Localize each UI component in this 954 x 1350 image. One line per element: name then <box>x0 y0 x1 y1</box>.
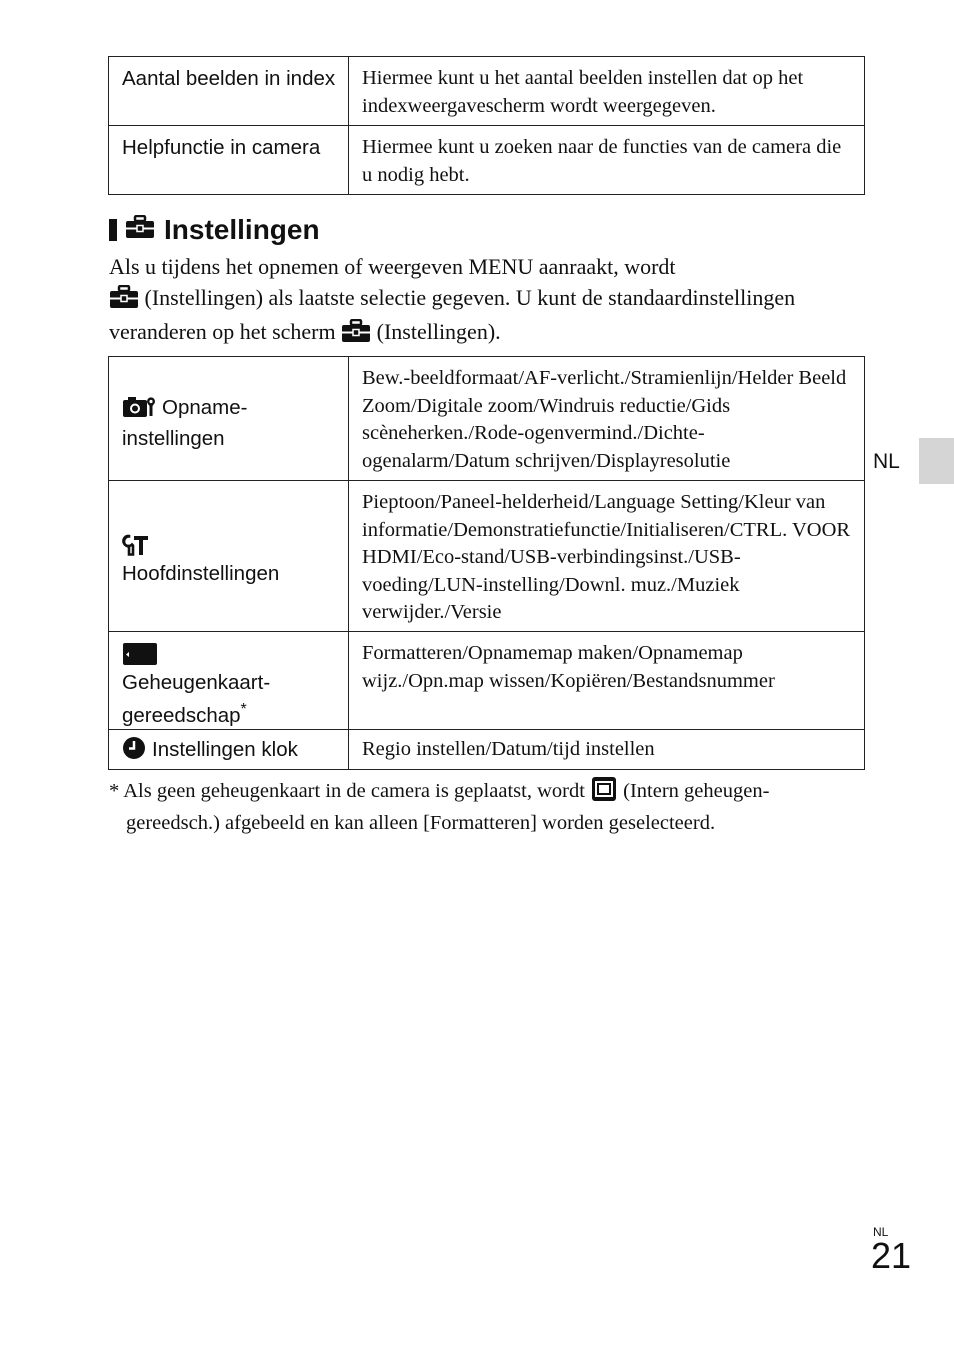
row-label-cell <box>109 632 349 730</box>
settings-table <box>108 356 865 770</box>
row-description: Pieptoon/Paneel-helderheid/Language Setting/Kleur van informatie/Demonstratiefunctie/Initialiseren/CTRL. VOOR HDMI/Eco-stand/USB-verbindingsinst./USB-voeding/LUN-instelling/Downl. muz./Muziek verwijder./Versie <box>349 481 865 632</box>
side-language-label: NL <box>873 450 900 473</box>
table-row <box>109 632 865 730</box>
intro-text-2: (Instellingen) als laatste selectie gegeven. U kunt de standaardinstellingen veranderen op het scherm <box>109 284 796 344</box>
row-description: Regio instellen/Datum/tijd instellen <box>349 729 865 769</box>
row-label-cell <box>109 357 349 481</box>
row-label: Opname- <box>162 395 248 419</box>
section-marker <box>109 219 117 241</box>
footnote-asterisk: * <box>109 780 120 802</box>
row-label: Hoofdinstellingen <box>122 561 280 585</box>
toolbox-icon <box>341 319 371 352</box>
page-language-label: NL <box>873 1225 889 1239</box>
table-row <box>109 126 865 195</box>
footnote <box>109 776 859 837</box>
row-label-cell <box>109 729 349 769</box>
row-label: Instellingen klok <box>152 737 298 761</box>
row-label: Helpfunctie in camera <box>109 126 349 195</box>
footnote-text-2: (Intern geheugen- <box>623 780 770 802</box>
wrench-icon <box>122 534 340 560</box>
table-row <box>109 481 865 632</box>
page-number: 21 <box>871 1235 912 1276</box>
memory-card-icon <box>122 640 340 669</box>
intro-paragraph <box>109 252 869 352</box>
footnote-marker: * <box>240 701 247 718</box>
table-row <box>109 729 865 769</box>
section-heading <box>109 212 320 248</box>
row-label: Aantal beelden in index <box>109 57 349 126</box>
footnote-text-3: gereedsch.) afgebeeld en kan alleen [Formatteren] worden geselecteerd. <box>126 812 716 834</box>
footnote-text-1: Als geen geheugenkaart in de camera is geplaatst, wordt <box>123 780 585 802</box>
row-label-line2: gereedschap <box>122 703 241 727</box>
clock-icon <box>122 736 146 767</box>
top-table <box>108 56 865 195</box>
internal-memory-icon <box>590 776 618 810</box>
row-description: Bew.-beeldformaat/AF-verlicht./Stramienlijn/Helder Beeld Zoom/Digitale zoom/Windruis reductie/Gids scèneherken./Rode-ogenvermind./Dichte-ogenalarm/Datum schrijven/Displayresolutie <box>349 357 865 481</box>
row-description: Formatteren/Opnamemap maken/Opnamemap wijz./Opn.map wissen/Kopiëren/Bestandsnummer <box>349 632 865 730</box>
toolbox-icon <box>109 285 139 318</box>
toolbox-icon <box>125 214 155 246</box>
section-title: Instellingen <box>164 214 320 245</box>
row-label-cell <box>109 481 349 632</box>
table-row <box>109 357 865 481</box>
row-label-line2: instellingen <box>122 426 225 450</box>
intro-text-1: Als u tijdens het opnemen of weergeven MENU aanraakt, wordt <box>109 254 676 279</box>
table-row <box>109 57 865 126</box>
intro-text-3: (Instellingen). <box>376 319 501 344</box>
row-description: Hiermee kunt u het aantal beelden instellen dat op het indexweergavescherm wordt weergegeven. <box>349 57 865 126</box>
row-description: Hiermee kunt u zoeken naar de functies van de camera die u nodig hebt. <box>349 126 865 195</box>
camera-settings-icon <box>122 396 156 425</box>
side-tab <box>919 438 954 484</box>
row-label: Geheugenkaart- <box>122 671 271 694</box>
